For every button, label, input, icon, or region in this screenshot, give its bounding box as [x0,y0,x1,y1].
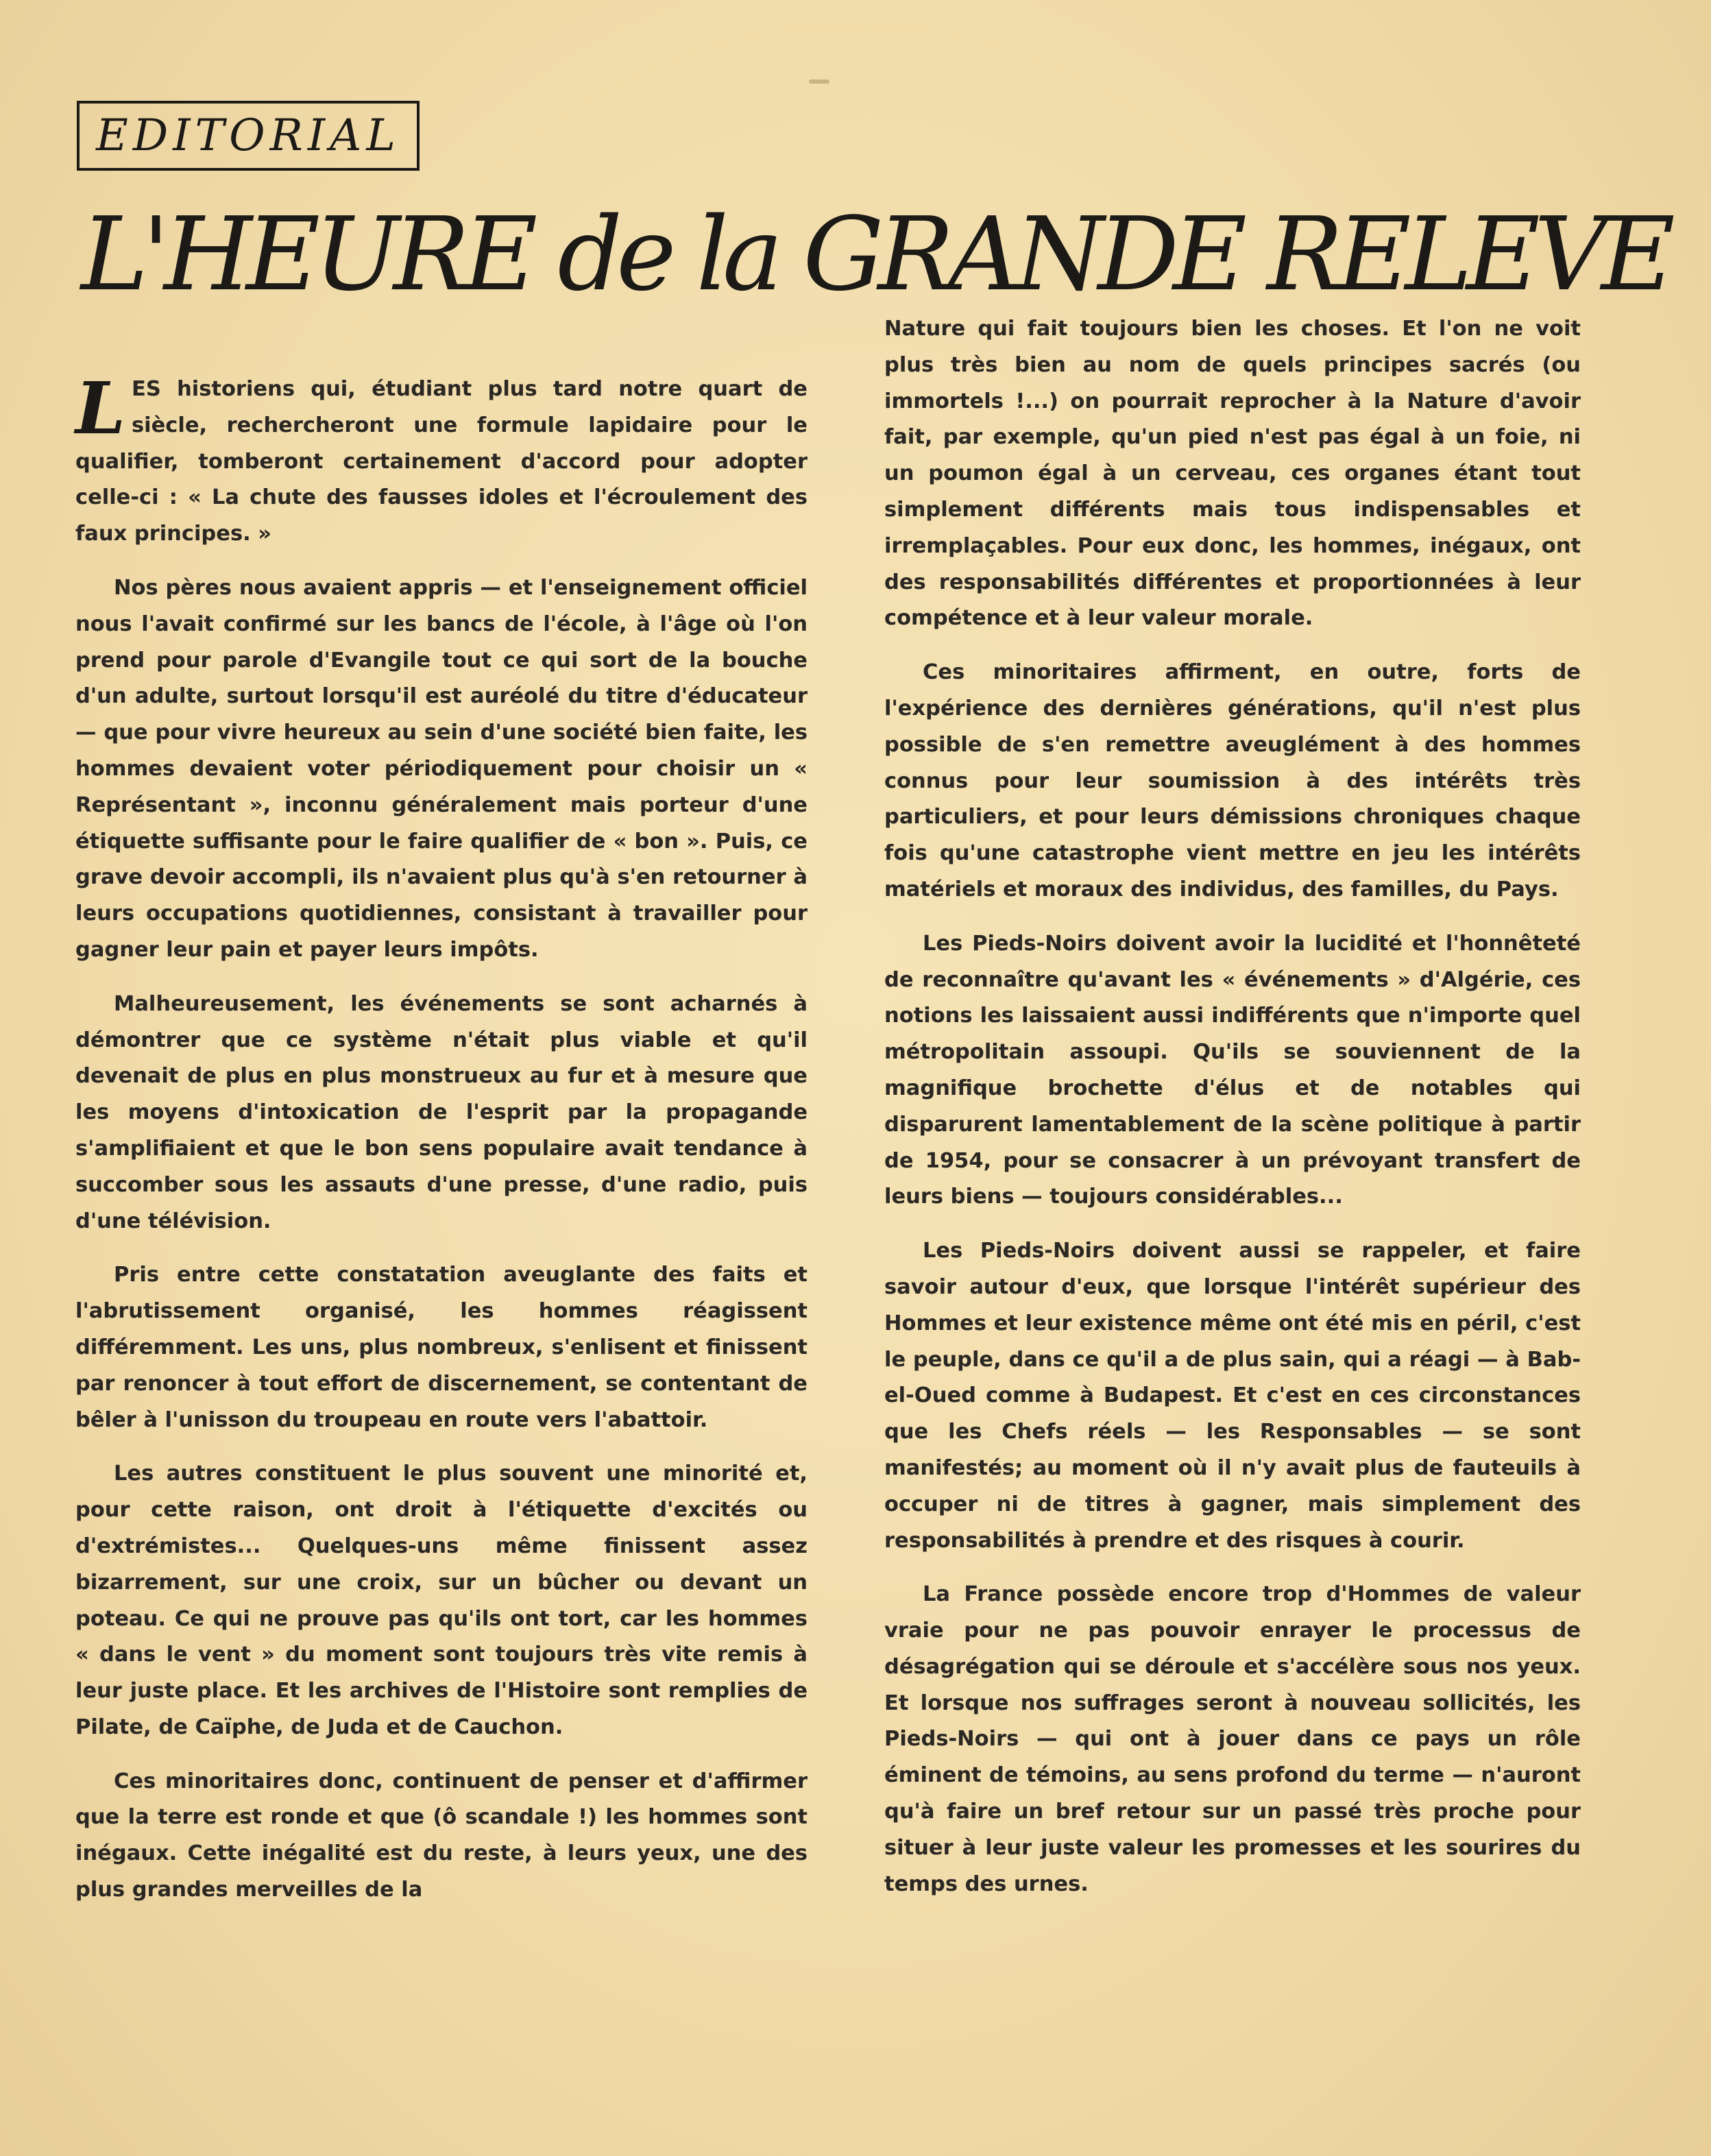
paragraph: Ces minoritaires donc, continuent de penser et d'affirmer que la terre est ronde et que (ô scandale !) les hommes sont inégaux. Cette inégalité est du reste, à leurs yeux, une des plus grandes merveilles de la [75,1769,808,1902]
headline: L'HEURE de la GRANDE RELEVE [81,195,1669,313]
article-column-right [884,311,1581,1920]
article-column-left [75,366,808,1926]
paragraph: Les Pieds-Noirs doivent avoir la lucidité et l'honnêteté de reconnaître qu'avant les « événements » d'Algérie, ces notions les laissaient aussi indifférents que n'importe quel métropolitain assoupi. Qu'ils se souviennent de la magnifique brochette d'élus et de notables qui disparurent lamentablement de la scène politique à partir de 1954, pour se consacrer à un prévoyant transfert de leurs biens — toujours considérables... [884,931,1581,1209]
paragraph: Nos pères nous avaient appris — et l'enseignement officiel nous l'avait confirmé sur les bancs de l'école, à l'âge où l'on prend pour parole d'Evangile tout ce qui sort de la bouche d'un adulte, surtout lorsqu'il est auréolé du titre d'éducateur — que pour vivre heureux au sein d'une société bien faite, les hommes devaient voter périodiquement pour choisir un « Représentant », inconnu généralement mais porteur d'une étiquette suffisante pour le faire qualifier de « bon ». Puis, ce grave devoir accompli, ils n'avaient plus qu'à s'en retourner à leurs occupations quotidiennes, consistant à travailler pour gagner leur pain et payer leurs impôts. [75,575,808,962]
paragraph: La France possède encore trop d'Hommes de valeur vraie pour ne pas pouvoir enrayer le processus de désagrégation qui se déroule et s'accélère sous nos yeux. Et lorsque nos suffrages seront à nouveau sollicités, les Pieds-Noirs — qui ont à jouer dans ce pays un rôle éminent de témoins, au sens profond du terme — n'auront qu'à faire un bref retour sur un passé très proche pour situer à leur juste valeur les promesses et les sourires du temps des urnes. [884,1582,1581,1896]
paragraph: Les autres constituent le plus souvent une minorité et, pour cette raison, ont droit à l'étiquette d'excités ou d'extrémistes... Quelques-uns même finissent assez bizarrement, sur une croix, sur un bûcher ou devant un poteau. Ce qui ne prouve pas qu'ils ont tort, car les hommes « dans le vent » du moment sont toujours très vite remis à leur juste place. Et les archives de l'Histoire sont remplies de Pilate, de Caïphe, de Juda et de Cauchon. [75,1462,808,1739]
print-smudge [809,80,829,84]
paragraph: Pris entre cette constatation aveuglante des faits et l'abrutissement organisé, les hommes réagissent différemment. Les uns, plus nombreux, s'enlisent et finissent par renoncer à tout effort de discernement, se contentant de bêler à l'unisson du troupeau en route vers l'abattoir. [75,1263,808,1432]
paragraph: Malheureusement, les événements se sont acharnés à démontrer que ce système n'était plus viable et qu'il devenait de plus en plus monstrueux au fur et à mesure que les moyens d'intoxication de l'esprit par la propagande s'amplifiaient et que le bon sens populaire avait tendance à succomber sous les assauts d'une presse, d'une radio, puis d'une télévision. [75,991,808,1233]
drop-cap: L [75,366,126,450]
paragraph: Les Pieds-Noirs doivent aussi se rappeler, et faire savoir autour d'eux, que lorsque l'intérêt supérieur des Hommes et leur existence même ont été mis en péril, c'est le peuple, dans ce qu'il a de plus sain, qui a réagi — à Bab-el-Oued comme à Budapest. Et c'est en ces circonstances que les Chefs réels — les Responsables — se sont manifestés; au moment où il n'y avait plus de fauteuils à occuper ni de titres à gagner, mais simplement des responsabilités à prendre et des risques à courir. [884,1239,1581,1553]
continued-paragraph: Nature qui fait toujours bien les choses. Et l'on ne voit plus très bien au nom de quels principes sacrés (ou immortels !...) on pourrait reprocher à la Nature d'avoir fait, par exemple, qu'un pied n'est pas égal à un foie, ni un poumon égal à un cerveau, ces organes étant tout simplement différents mais tous indispensables et irremplaçables. Pour eux donc, les hommes, inégaux, ont des responsabilités différentes et proportionnées à leur compétence et à leur valeur morale. [884,317,1581,631]
opening-paragraph [75,366,808,553]
paragraph: Ces minoritaires affirment, en outre, forts de l'expérience des dernières générations, qu'il n'est plus possible de s'en remettre aveuglément à des hommes connus pour leur soumission à des intérêts très particuliers, et pour leurs démissions chroniques chaque fois qu'une catastrophe vient mettre en jeu les intérêts matériels et moraux des individus, des familles, du Pays. [884,660,1581,901]
section-kicker: EDITORIAL [77,101,420,171]
opening-text: ES historiens qui, étudiant plus tard notre quart de siècle, rechercheront une formule lapidaire pour le qualifier, tomberont certainement d'accord pour adopter celle-ci : « La chute des fausses idoles et l'écroulement des faux principes. » [75,377,808,546]
